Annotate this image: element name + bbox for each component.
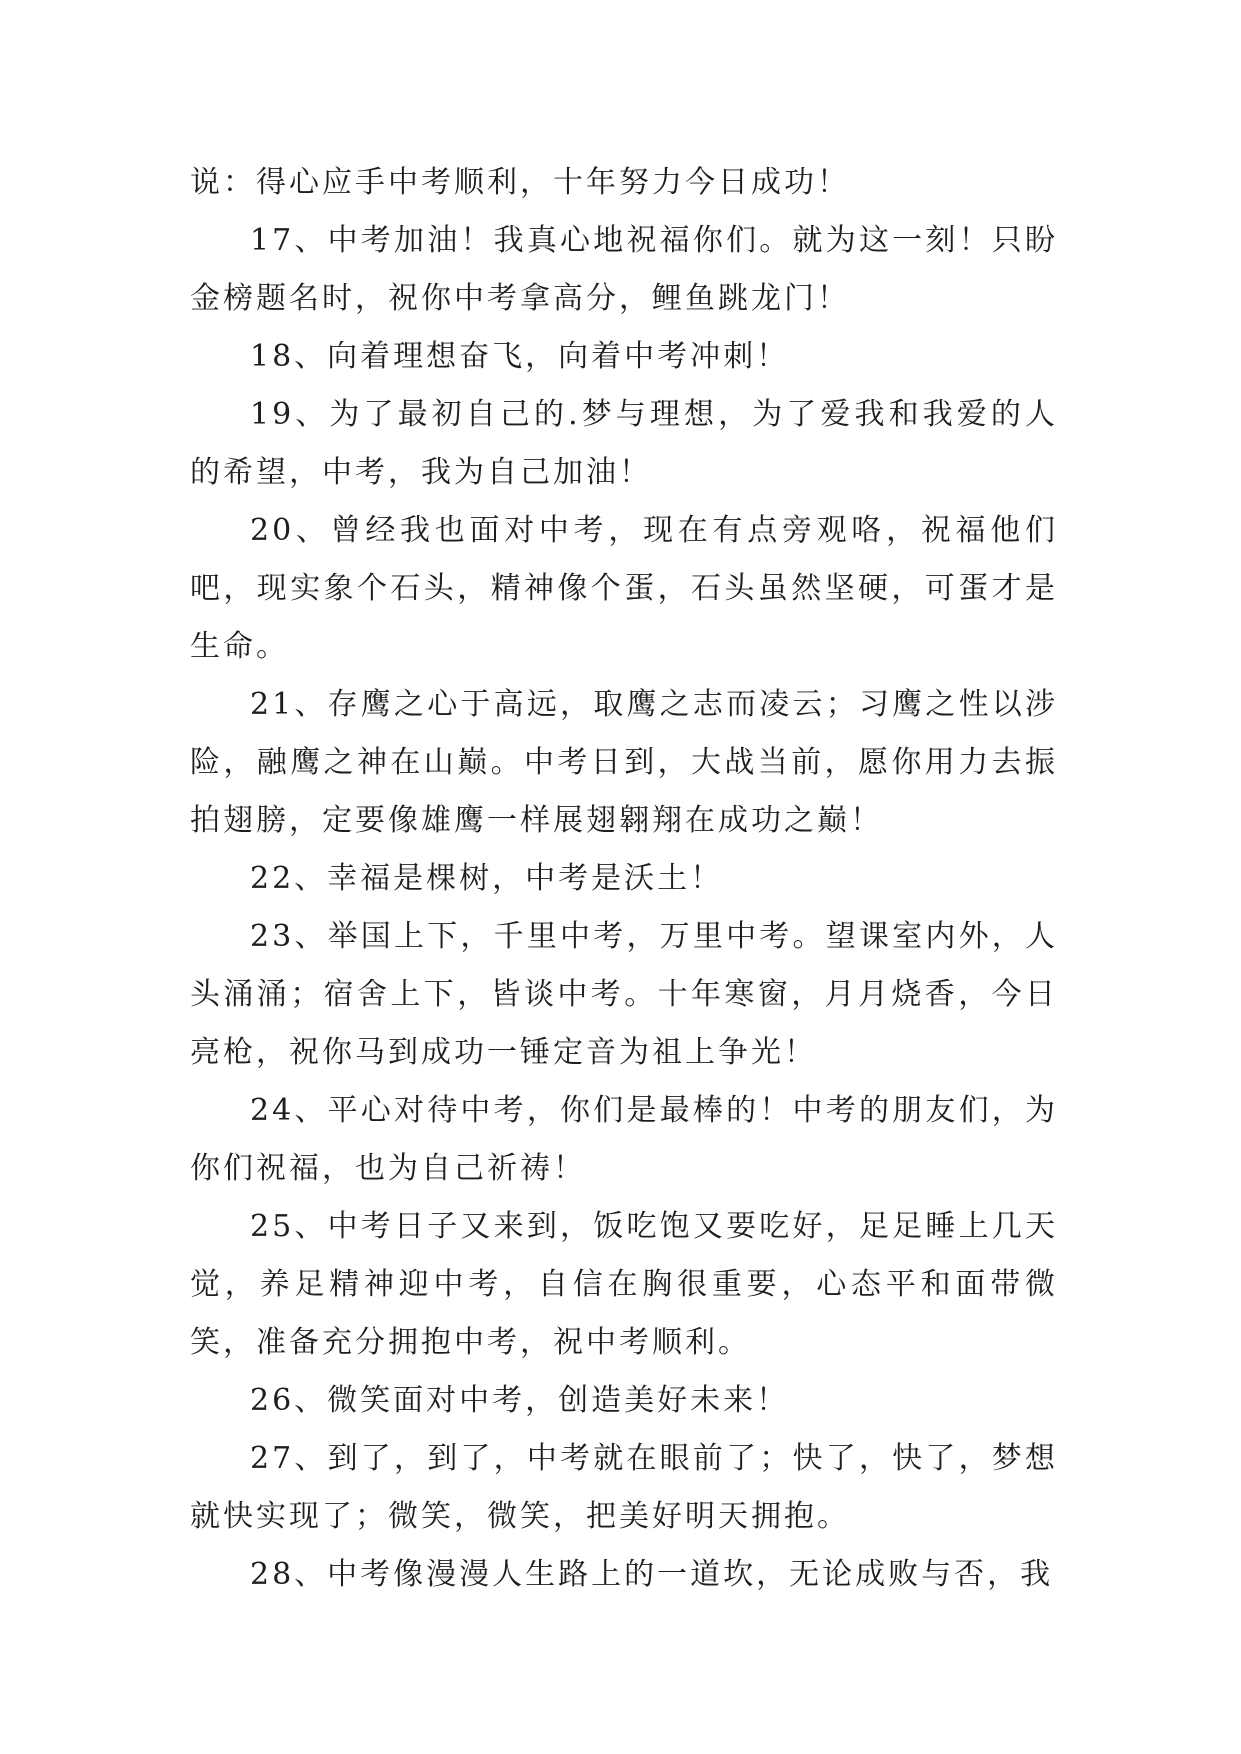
- paragraph-27: 27、到了，到了，中考就在眼前了；快了，快了，梦想就快实现了；微笑，微笑，把美好明天拥抱。: [190, 1441, 1058, 1534]
- body-text: [190, 154, 1058, 1604]
- paragraph-25: 25、中考日子又来到，饭吃饱又要吃好，足足睡上几天觉，养足精神迎中考，自信在胸很重要，心态平和面带微笑，准备充分拥抱中考，祝中考顺利。: [190, 1209, 1058, 1360]
- paragraph-24: 24、平心对待中考，你们是最棒的！中考的朋友们，为你们祝福，也为自己祈祷！: [190, 1093, 1058, 1186]
- paragraph-22: 22、幸福是棵树，中考是沃土！: [250, 861, 724, 896]
- paragraph-23: 23、举国上下，千里中考，万里中考。望课室内外，人头涌涌；宿舍上下，皆谈中考。十年寒窗，月月烧香，今日亮枪，祝你马到成功一锤定音为祖上争光！: [190, 919, 1058, 1070]
- paragraph-28: 28、中考像漫漫人生路上的一道坎，无论成败与否，我: [250, 1557, 1054, 1592]
- paragraph-26: 26、微笑面对中考，创造美好未来！: [250, 1383, 790, 1418]
- paragraph-continuation: 说：得心应手中考顺利，十年努力今日成功！: [190, 165, 850, 200]
- paragraph-20: 20、曾经我也面对中考，现在有点旁观咯，祝福他们吧，现实象个石头，精神像个蛋，石头虽然坚硬，可蛋才是生命。: [190, 513, 1058, 664]
- paragraph-21: 21、存鹰之心于高远，取鹰之志而凌云；习鹰之性以涉险，融鹰之神在山巅。中考日到，大战当前，愿你用力去振拍翅膀，定要像雄鹰一样展翅翱翔在成功之巅！: [190, 687, 1058, 838]
- paragraph-19: 19、为了最初自己的.梦与理想，为了爱我和我爱的人的希望，中考，我为自己加油！: [190, 397, 1058, 490]
- paragraph-18: 18、向着理想奋飞，向着中考冲刺！: [250, 339, 790, 374]
- paragraph-17: 17、中考加油！我真心地祝福你们。就为这一刻！只盼金榜题名时，祝你中考拿高分，鲤鱼跳龙门！: [190, 223, 1058, 316]
